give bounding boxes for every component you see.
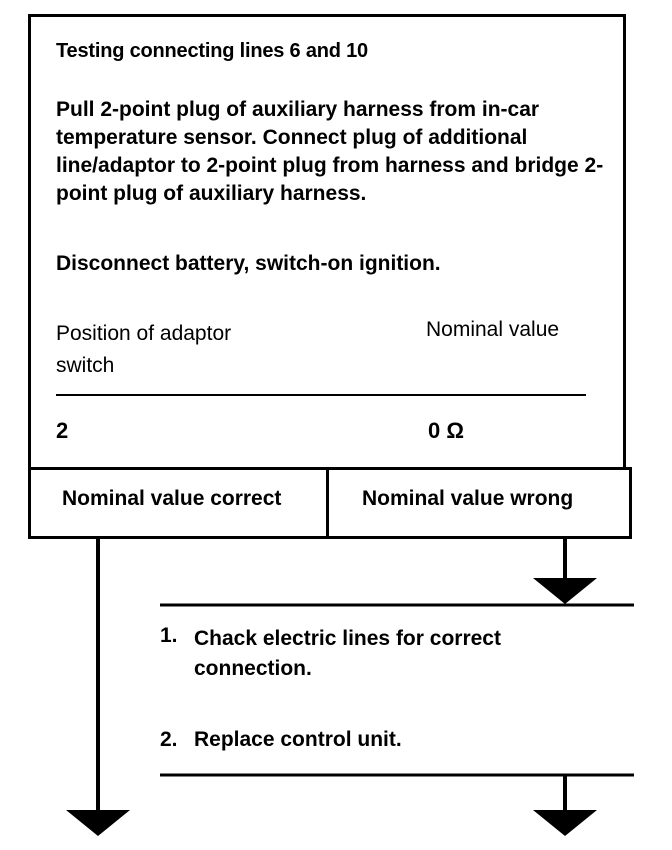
remedy-step-1-number: 1. bbox=[160, 624, 178, 647]
remedy-step-1-text: Chack electric lines for correct connection. bbox=[194, 627, 501, 680]
wrong-branch-arrow-icon bbox=[533, 578, 597, 604]
remedy-step-2-text: Replace control unit. bbox=[194, 728, 402, 751]
table-cell-position: 2 bbox=[56, 418, 69, 443]
procedure-instruction: Pull 2-point plug of auxiliary harness from in-car temperature sensor. Connect plug of additional line/adaptor to 2-point plug from harness and bridge 2-point plug of auxiliary harness. bbox=[56, 98, 604, 205]
correct-branch-arrow-icon bbox=[66, 810, 130, 836]
table-header-position: Position of adaptor switch bbox=[56, 322, 232, 377]
table-cell-nominal-value: 0 Ω bbox=[428, 418, 464, 443]
remedy-exit-arrow-icon bbox=[533, 810, 597, 836]
remedy-step-2-number: 2. bbox=[160, 728, 178, 751]
table-header-nominal: Nominal value bbox=[426, 318, 560, 341]
procedure-bold-instruction: Disconnect battery, switch-on ignition. bbox=[56, 252, 441, 275]
result-correct: Nominal value correct bbox=[62, 487, 282, 510]
result-wrong: Nominal value wrong bbox=[362, 487, 574, 510]
procedure-title: Testing connecting lines 6 and 10 bbox=[56, 40, 368, 62]
